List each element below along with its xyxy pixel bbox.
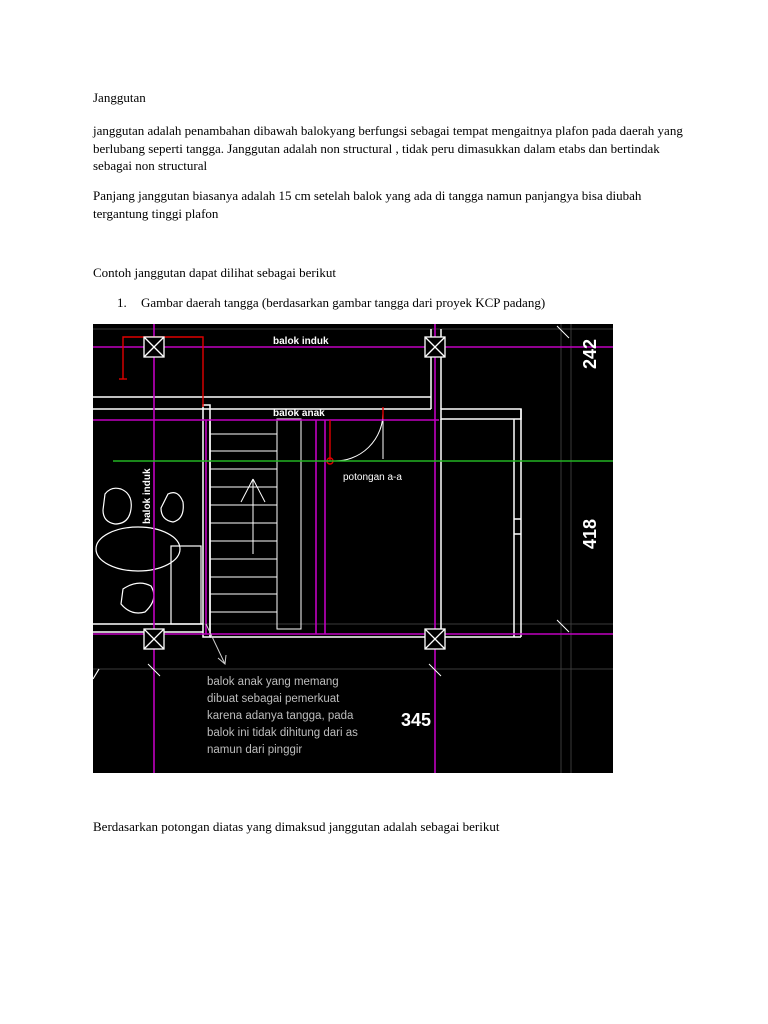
note-line: balok anak yang memang [207, 676, 339, 688]
list-item-text: Gambar daerah tangga (berdasarkan gambar tangga dari proyek KCP padang) [141, 295, 546, 310]
label-balok-anak: balok anak [273, 408, 325, 419]
note-line: dibuat sebagai pemerkuat [207, 693, 340, 705]
dimension-242: 242 [580, 338, 600, 369]
walls [93, 329, 521, 637]
label-balok-induk-top: balok induk [273, 336, 329, 347]
label-balok-induk-side: balok induk [142, 468, 153, 524]
note-line: karena adanya tangga, pada [207, 710, 354, 722]
note-line: balok ini tidak dihitung dari as [207, 727, 358, 739]
note-line: namun dari pinggir [207, 744, 303, 756]
note-pointer [206, 624, 226, 664]
cad-canvas [93, 324, 613, 773]
list-item-number: 1. [117, 295, 127, 310]
paragraph-definition: janggutan adalah penambahan dibawah balokyang berfungsi sebagai tempat mengaitnya plafon pada daerah yang berlubang seperti tangga. Janggutan adalah non structural , tidak peru dimasukkan dalam etabs dan bertindak sebagai non structural [93, 123, 683, 173]
closing-sentence: Berdasarkan potongan diatas yang dimaksud janggutan adalah sebagai berikut [93, 819, 500, 834]
stair-plan-drawing [93, 324, 613, 773]
page-heading: Janggutan [93, 90, 146, 105]
stair [210, 419, 301, 629]
columns [144, 337, 445, 649]
paragraph-length: Panjang janggutan biasanya adalah 15 cm setelah balok yang ada di tangga namun panjangya bisa diubah tergantung tinggi plafon [93, 188, 642, 221]
label-potongan: potongan a-a [343, 472, 402, 483]
dimension-345: 345 [401, 710, 432, 730]
example-intro: Contoh janggutan dapat dilihat sebagai berikut [93, 265, 336, 280]
note-text [207, 676, 358, 756]
dimension-418: 418 [580, 518, 600, 549]
